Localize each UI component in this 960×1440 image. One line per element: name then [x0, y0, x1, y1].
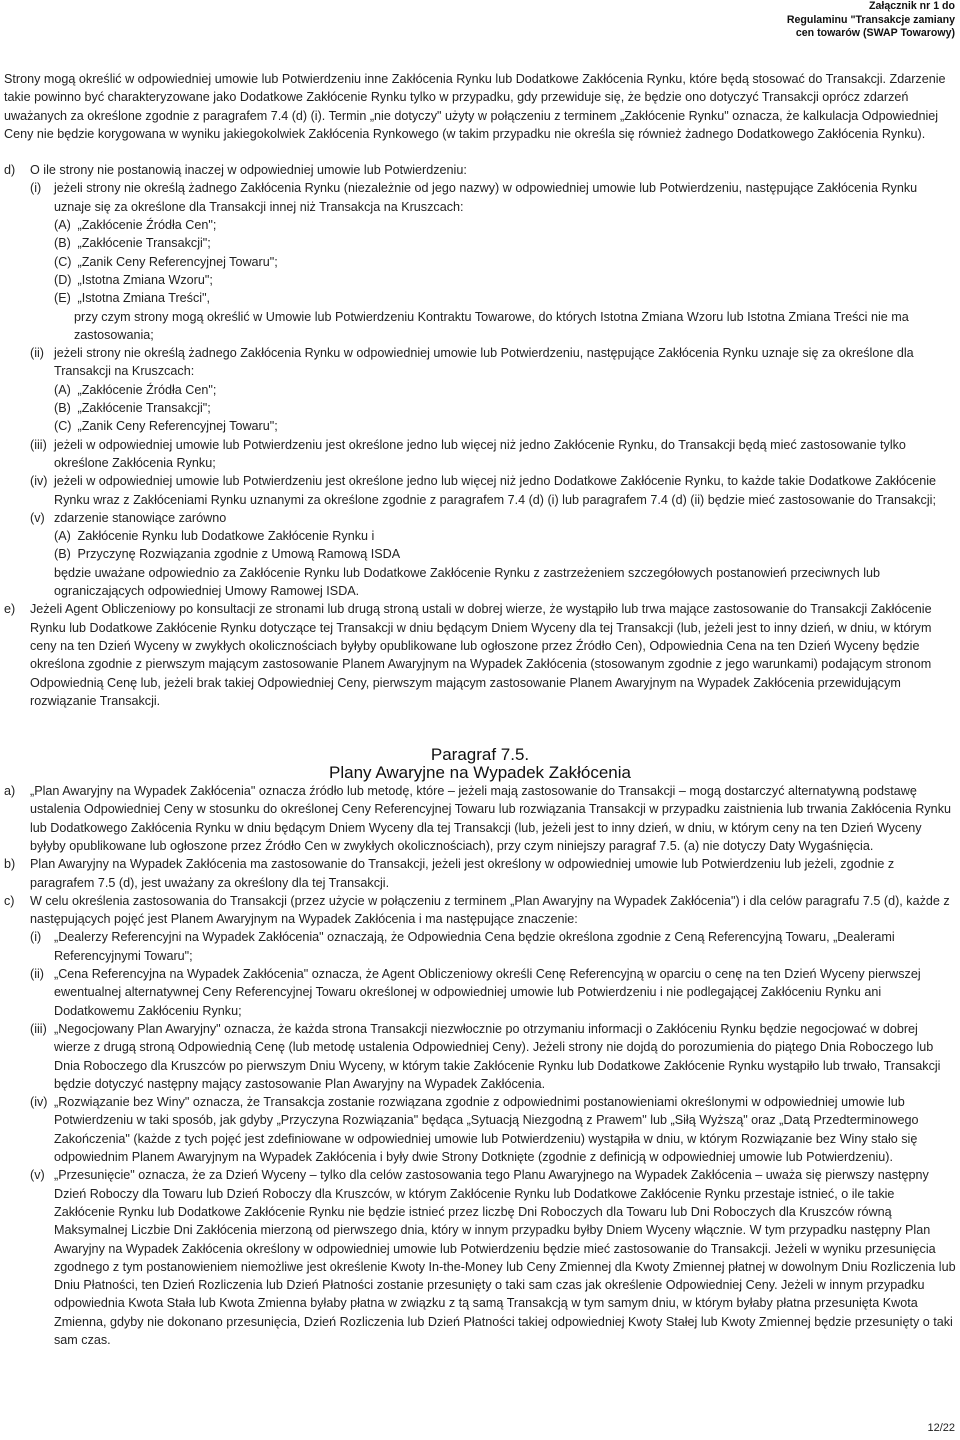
list-item: (B) „Zakłócenie Transakcji"; — [54, 236, 211, 251]
clause-d-iv — [30, 472, 956, 509]
subclause-label: (v) — [30, 1168, 45, 1183]
clause-text: O ile strony nie postanowią inaczej w odpowiedniej umowie lub Potwierdzeniu: — [30, 163, 467, 178]
list-item: (B) „Zakłócenie Transakcji"; — [54, 401, 211, 416]
page-number: 12/22 — [927, 1421, 955, 1434]
subclause-label: (i) — [30, 181, 42, 196]
clause-b — [4, 855, 956, 892]
clause-label: c) — [4, 893, 15, 908]
clause-c-i — [30, 928, 956, 965]
subclause-label: (v) — [30, 510, 45, 525]
subclause-text: „Rozwiązanie bez Winy" oznacza, że Transakcja zostanie rozwiązana zgodnie z odpowiednimi postanowieniami określonymi w odpowiedniej umowie lub Potwierdzeniu w taki sposób, jak gdyby „Przyczyna Rozwiązania" będąca „Sytuacją Niezgodną z Prawem" lub „Siłą Wyższą" oraz „Datą Przedterminowego Zakończenia" (każde z tych pojęć jest zdefiniowane w odpowiedniej umowie lub Potwierdzeniu) wystąpiła w dniu, w którym Rozwiązanie bez Winy stało się odpowiednim Planem Awaryjnym na Wypadek Zakłócenia i były dwie Strony Dotknięte (zgodnie z definicją w odpowiedniej umowie lub Potwierdzeniu). — [54, 1095, 919, 1165]
list-item: (C) „Zanik Ceny Referencyjnej Towaru"; — [54, 254, 278, 269]
subclause-text: „Dealerzy Referencyjni na Wypadek Zakłócenia" oznaczają, że Odpowiednia Cena będzie określona zgodnie z Ceną Referencyjną Towaru, „Dealerami Referencyjnymi Towaru"; — [54, 930, 895, 963]
list-item: (A) „Zakłócenie Źródła Cen"; — [54, 218, 217, 233]
clause-a — [4, 782, 956, 855]
document-body — [4, 70, 956, 1349]
clause-text: Plan Awaryjny na Wypadek Zakłócenia ma zastosowanie do Transakcji, jeżeli jest określony w odpowiedniej umowie lub Potwierdzeniu lub jeżeli, zgodnie z paragrafem 7.5 (d), jest uważany za określony dla tej Transakcji. — [30, 857, 895, 890]
subclause-label: (iii) — [30, 437, 47, 452]
clause-c — [4, 892, 956, 929]
subclause-text: „Negocjowany Plan Awaryjny" oznacza, że każda strona Transakcji niezwłocznie po otrzymaniu informacji o Zakłóceniu Rynku będzie negocjować w dobrej wierze z drugą stroną Odpowiednią Cenę (lub metodę ustalenia Odpowiedniej Ceny). Jeżeli strony nie dojdą do porozumienia do piątego Dnia Roboczego lub Dnia Roboczego dla Kruszców po pierwszym Dniu Wyceny, w którym takie Zakłócenie Rynku lub Dodatkowe Zakłócenie Rynku wystąpiło lub trwało, Transakcji będzie dotyczyć następny mający zastosowanie Plan Awaryjny na Wypadek Zakłócenia. — [54, 1021, 941, 1091]
subclause-text: jeżeli strony nie określą żadnego Zakłócenia Rynku (niezależnie od jego nazwy) w odpowiedniej umowie lub Potwierdzeniu, następujące Zakłócenia Rynku uznaje się za określone dla Transakcji innej niż Transakcja na Kruszcach: — [54, 181, 918, 214]
subclause-text: „Przesunięcie" oznacza, że za Dzień Wyceny – tylko dla celów zastosowania tego Planu Awaryjnego na Wypadek Zakłócenia – uważa się pierwszy następny Dzień Roboczy dla Towaru lub Dzień Roboczy dla Kruszców, w którym Zakłócenie Rynku lub Dodatkowe Zakłócenie Rynku przestaje istnieć, o ile takie Zakłócenie Rynku lub Dodatkowe Zakłócenie Rynku nie będzie istnieć przez liczbę Dni Roboczych dla Towaru lub Dni Roboczych dla Kruszców równą Maksymalnej Liczbie Dni Zakłócenia mierzoną od pierwszego dnia, który w innym przypadku byłby Dniem Wyceny włącznie. W tym przypadku następny Plan Awaryjny na Wypadek Zakłócenia określony w odpowiedniej umowie lub Potwierdzeniu będzie mieć zastosowanie do Transakcji. Jeżeli w wyniku przesunięcia zgodnego z tym postanowieniem niemożliwe jest określenie Kwoty In-the-Money lub Ceny Zmiennej dla Kwoty Zmiennej płatnej w dowolnym Dniu Rozliczenia lub Dniu Płatności, ten Dzień Rozliczenia lub Dzień Płatności zostanie przesunięty o taki sam czas jak określenie Odpowiedniej Ceny. Jeżeli w innym przypadku odpowiednia Kwota Stała lub Kwota Zmienna byłaby płatna w związku z tą samą Transakcją w tym samym dniu, w którym byłaby płatna przesunięta Kwota Zmienna, gdyby nie dokonano przesunięcia, Dzień Rozliczenia lub Dzień Płatności takiej odpowiedniej Kwoty Stałej lub Kwoty Zmiennej będzie przesunięty o taki sam czas. — [54, 1168, 956, 1347]
clause-label: a) — [4, 784, 16, 799]
clause-text: Jeżeli Agent Obliczeniowy po konsultacji ze stronami lub drugą stroną ustali w dobrej wierze, że wystąpiło lub trwa mające zastosowanie do Transakcji Zakłócenie Rynku lub Dodatkowe Zakłócenie Rynku dotyczące tej Transakcji w dniu będącym Dniem Wyceny dla tej Transakcji (lub, jeżeli jest to inny dzień, w dniu, w którym ceny na ten Dzień Wyceny w zwykłych okolicznościach byłyby opublikowane lub ogłoszone przez Źródło Cen), Odpowiednia Cena na ten Dzień Wyceny będzie określona zgodnie z pierwszym mającym zastosowanie Planem Awaryjnym na Wypadek Zakłócenia (stosowanym zgodnie z jego warunkami) podającym stronom Odpowiednią Cenę lub, jeżeli brak takiej Odpowiedniej Ceny, pierwszym mającym zastosowanie Planem Awaryjnym na Wypadek Zakłócenia przewidującym rozwiązanie Transakcji. — [30, 602, 932, 708]
subclause-text: „Cena Referencyjna na Wypadek Zakłócenia" oznacza, że Agent Obliczeniowy określi Cenę Referencyjną w oparciu o cenę na ten Dzień Wyceny pierwszej ewentualnej alternatywnej Ceny Referencyjnej Towaru określonej w odpowiedniej umowie lub Potwierdzeniu i nie podlegającej Zakłóceniu Rynku ani Dodatkowemu Zakłóceniu Rynku; — [54, 967, 921, 1018]
subclause-text: jeżeli strony nie określą żadnego Zakłócenia Rynku w odpowiedniej umowie lub Potwierdzeniu, następujące Zakłócenia Rynku uznaje się za określone dla Transakcji na Kruszcach: — [54, 346, 914, 379]
clause-label: e) — [4, 602, 16, 617]
subclause-tail: będzie uważane odpowiednio za Zakłócenie Rynku lub Dodatkowe Zakłócenie Rynku z zastrzeżeniem szczegółowych postanowień przeciwnych lub ograniczających odpowiedniej Umowy Ramowej ISDA. — [54, 565, 881, 599]
header-line-3: cen towarów (SWAP Towarowy) — [795, 27, 955, 39]
subclause-tail: przy czym strony mogą określić w Umowie lub Potwierdzeniu Kontraktu Towarowe, do których Istotna Zmiana Wzoru lub Istotna Zmiana Treści nie ma zastosowania; — [74, 309, 909, 342]
clause-d-v — [30, 509, 956, 527]
clause-c-v — [30, 1166, 956, 1349]
subclause-label: (iv) — [30, 1095, 48, 1110]
clause-c-ii — [30, 965, 956, 1020]
list-item: (D) „Istotna Zmiana Wzoru"; — [54, 272, 213, 287]
subclause-label: (ii) — [30, 967, 44, 982]
subclause-text: jeżeli w odpowiedniej umowie lub Potwierdzeniu jest określone jedno lub więcej niż jedno Zakłócenie Rynku, do Transakcji będą mieć zastosowanie tylko określone Zakłócenia Rynku; — [54, 437, 906, 470]
clause-d-ii — [30, 344, 956, 381]
list-item: (E) „Istotna Zmiana Treści", — [54, 291, 211, 306]
clause-c-iii — [30, 1020, 956, 1093]
clause-e — [4, 600, 956, 710]
subclause-text: jeżeli w odpowiedniej umowie lub Potwierdzeniu jest określone jedno lub więcej niż jedno Dodatkowe Zakłócenie Rynku, to każde takie Dodatkowe Zakłócenie Rynku wraz z Zakłóceniami Rynku uznanymi za określone zgodnie z paragrafem 7.4 (d) (i) lub paragrafem 7.4 (d) (ii) będzie mieć zastosowanie do Transakcji; — [54, 474, 937, 507]
list-item: (C) „Zanik Ceny Referencyjnej Towaru"; — [54, 419, 278, 434]
document-header — [787, 0, 955, 41]
clause-text: W celu określenia zastosowania do Transakcji (przez użycie w połączeniu z terminem „Plan Awaryjny na Wypadek Zakłócenia") i dla celów paragrafu 7.5 (d), każde z następujących pojęć jest Planem Awaryjnym na Wypadek Zakłócenia i ma następujące znaczenie: — [30, 893, 950, 927]
section-title: Plany Awaryjne na Wypadek Zakłócenia — [329, 763, 631, 783]
subclause-text: zdarzenie stanowiące zarówno — [54, 510, 227, 525]
clause-label: d) — [4, 163, 16, 178]
clause-text: „Plan Awaryjny na Wypadek Zakłócenia" oznacza źródło lub metodę, które – jeżeli mają zastosowanie do Transakcji – mogą dostarczyć alternatywną podstawę ustalenia Odpowiedniej Ceny w stosunku do określonej Ceny Referencyjnej Towaru lub rozwiązania Transakcji w przypadku zaistnienia lub trwania Zakłócenia Rynku lub Dodatkowego Zakłócenia Rynku w dniu będącym Dniem Wyceny dla tej Transakcji (lub, jeżeli jest to inny dzień, w dniu, w którym ceny na ten Dzień Wyceny byłyby opublikowane lub ogłoszone przez Źródło Cen w zwykłych okolicznościach), przy czym niniejszy paragraf 7.5. (a) nie dotyczy Daty Wygaśnięcia. — [30, 784, 951, 853]
subclause-label: (iv) — [30, 474, 48, 489]
clause-d-i — [30, 179, 956, 216]
intro-paragraph: Strony mogą określić w odpowiedniej umowie lub Potwierdzeniu inne Zakłócenia Rynku lub Dodatkowe Zakłócenia Rynku, które będą stosować do Transakcji. Zdarzenie takie powinno być charakteryzowane jako Dodatkowe Zakłócenie Rynku tylko w przypadku, gdy przewiduje się, że będzie ono dotyczyć Transakcji oprócz zdarzeń uważanych za określone zgodnie z paragrafem 7.4 (d) (i). Termin „nie dotyczy" użyty w połączeniu z terminem „Zakłócenie Rynku" oznacza, że kalkulacja Odpowiedniej Ceny nie będzie korygowana w wyniku jakiegokolwiek Zakłócenia Rynkowego (w takim przypadku nie określa się również żadnego Dodatkowego Zakłócenia Rynku). — [4, 72, 946, 141]
list-item: (A) „Zakłócenie Źródła Cen"; — [54, 382, 217, 397]
subclause-label: (ii) — [30, 346, 44, 361]
section-number: Paragraf 7.5. — [430, 745, 530, 765]
clause-d — [4, 161, 956, 179]
header-line-1: Załącznik nr 1 do — [869, 0, 955, 12]
header-line-2: Regulaminu "Transakcje zamiany — [786, 13, 955, 26]
list-item: (B) Przyczynę Rozwiązania zgodnie z Umową Ramową ISDA — [54, 547, 401, 562]
clause-d-iii — [30, 436, 956, 473]
subclause-label: (iii) — [30, 1021, 47, 1036]
subclause-label: (i) — [30, 930, 42, 945]
list-item: (A) Zakłócenie Rynku lub Dodatkowe Zakłócenie Rynku i — [54, 529, 375, 544]
clause-c-iv — [30, 1093, 956, 1166]
clause-label: b) — [4, 857, 16, 872]
